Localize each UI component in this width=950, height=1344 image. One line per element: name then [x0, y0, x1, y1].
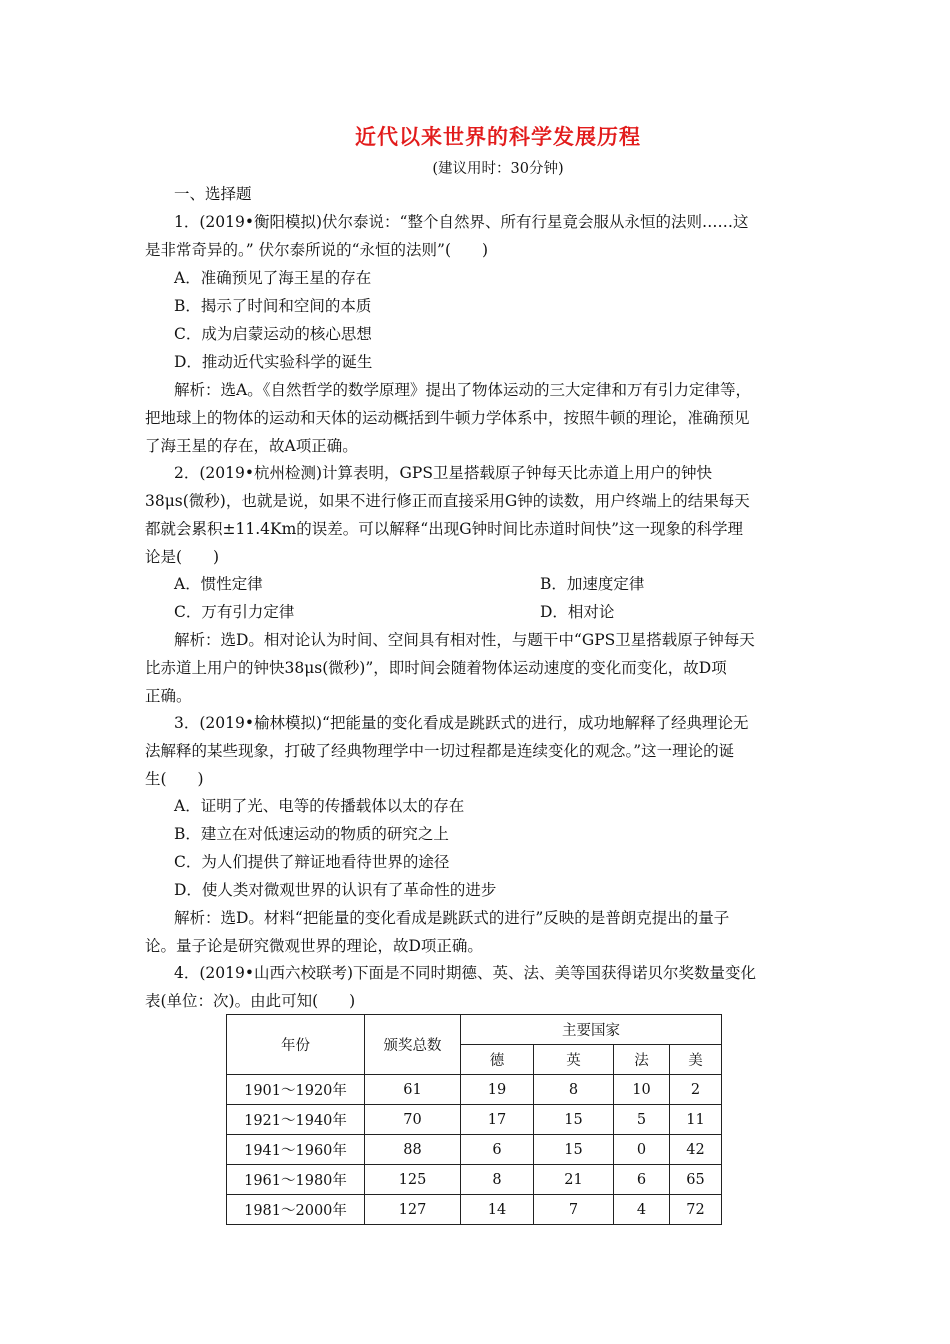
table-row: [227, 1165, 722, 1195]
cell-period: 1961～1980年: [227, 1165, 365, 1195]
table-header-row: [227, 1015, 722, 1045]
cell-usa: 72: [670, 1195, 722, 1225]
cell-period: 1941～1960年: [227, 1135, 365, 1165]
q3-analysis-line: 解析：选D。材料“把能量的变化看成是跳跃式的进行”反映的是普朗克提出的量子: [174, 909, 730, 927]
q4-stem-line: 4．(2019•山西六校联考)下面是不同时期德、英、法、美等国获得诺贝尔奖数量变化: [174, 964, 757, 982]
header-germany: 德: [461, 1045, 534, 1075]
header-usa: 美: [670, 1045, 722, 1075]
q1-analysis-line: 解析：选A。《自然哲学的数学原理》提出了物体运动的三大定律和万有引力定律等，: [174, 381, 751, 399]
q1-option-c: C．成为启蒙运动的核心思想: [174, 325, 372, 343]
cell-usa: 2: [670, 1075, 722, 1105]
cell-britain: 7: [534, 1195, 614, 1225]
cell-britain: 15: [534, 1105, 614, 1135]
cell-britain: 8: [534, 1075, 614, 1105]
cell-total: 61: [365, 1075, 461, 1105]
q2-analysis-line: 比赤道上用户的钟快38μs(微秒)”，即时间会随着物体运动速度的变化而变化，故D项: [145, 659, 727, 677]
cell-usa: 11: [670, 1105, 722, 1135]
q3-option-d: D．使人类对微观世界的认识有了革命性的进步: [174, 881, 497, 899]
q2-option-c: C．万有引力定律: [174, 603, 295, 621]
cell-usa: 42: [670, 1135, 722, 1165]
cell-france: 4: [614, 1195, 670, 1225]
cell-britain: 21: [534, 1165, 614, 1195]
nobel-prize-table: [226, 1014, 722, 1225]
cell-germany: 19: [461, 1075, 534, 1105]
q3-option-c: C．为人们提供了辩证地看待世界的途径: [174, 853, 450, 871]
cell-france: 5: [614, 1105, 670, 1135]
q2-option-d: D．相对论: [540, 603, 615, 621]
cell-total: 125: [365, 1165, 461, 1195]
section-heading: 一、选择题: [174, 185, 252, 203]
q1-option-b: B．揭示了时间和空间的本质: [174, 297, 372, 315]
cell-germany: 6: [461, 1135, 534, 1165]
q2-stem-line: 38μs(微秒)，也就是说，如果不进行修正而直接采用G钟的读数，用户终端上的结果每天: [145, 492, 750, 510]
q4-stem-line: 表(单位：次)。由此可知( ): [145, 992, 356, 1010]
q3-option-b: B．建立在对低速运动的物质的研究之上: [174, 825, 449, 843]
q1-analysis-line: 把地球上的物体的运动和天体的运动概括到牛顿力学体系中，按照牛顿的理论，准确预见: [145, 409, 750, 427]
q2-stem-line: 论是( ): [145, 548, 220, 566]
q3-stem-line: 生( ): [145, 770, 204, 788]
table-row: [227, 1075, 722, 1105]
cell-usa: 65: [670, 1165, 722, 1195]
cell-france: 0: [614, 1135, 670, 1165]
header-britain: 英: [534, 1045, 614, 1075]
q1-option-a: A．准确预见了海王星的存在: [174, 269, 372, 287]
cell-total: 88: [365, 1135, 461, 1165]
cell-total: 127: [365, 1195, 461, 1225]
q2-analysis-line: 解析：选D。相对论认为时间、空间具有相对性，与题干中“GPS卫星搭载原子钟每天: [174, 631, 755, 649]
q3-analysis-line: 论。量子论是研究微观世界的理论，故D项正确。: [145, 937, 483, 955]
page-title: 近代以来世界的科学发展历程: [355, 124, 641, 149]
q1-option-d: D．推动近代实验科学的诞生: [174, 353, 373, 371]
header-year: 年份: [227, 1015, 365, 1075]
q3-option-a: A．证明了光、电等的传播载体以太的存在: [174, 797, 465, 815]
q1-stem-line: 是非常奇异的。” 伏尔泰所说的“永恒的法则”( ): [145, 241, 489, 259]
q1-analysis-line: 了海王星的存在，故A项正确。: [145, 437, 358, 455]
table-row: [227, 1135, 722, 1165]
cell-france: 10: [614, 1075, 670, 1105]
q2-stem-line: 2．(2019•杭州检测)计算表明，GPS卫星搭载原子钟每天比赤道上用户的钟快: [174, 464, 712, 482]
cell-germany: 14: [461, 1195, 534, 1225]
cell-period: 1901～1920年: [227, 1075, 365, 1105]
q2-option-a: A．惯性定律: [174, 575, 263, 593]
cell-germany: 8: [461, 1165, 534, 1195]
table-row: [227, 1195, 722, 1225]
header-main-countries: 主要国家: [461, 1015, 722, 1045]
header-total: 颁奖总数: [365, 1015, 461, 1075]
q2-analysis-line: 正确。: [145, 687, 192, 705]
cell-period: 1981～2000年: [227, 1195, 365, 1225]
header-france: 法: [614, 1045, 670, 1075]
q3-stem-line: 法解释的某些现象，打破了经典物理学中一切过程都是连续变化的观念。”这一理论的诞: [145, 742, 735, 760]
q2-stem-line: 都就会累积±11.4Km的误差。可以解释“出现G钟时间比赤道时间快”这一现象的科学理: [145, 520, 744, 538]
cell-germany: 17: [461, 1105, 534, 1135]
q1-stem-line: 1．(2019•衡阳模拟)伏尔泰说：“整个自然界、所有行星竟会服从永恒的法则……这: [174, 213, 749, 231]
cell-period: 1921～1940年: [227, 1105, 365, 1135]
table-row: [227, 1105, 722, 1135]
q2-option-b: B．加速度定律: [540, 575, 645, 593]
cell-total: 70: [365, 1105, 461, 1135]
cell-france: 6: [614, 1165, 670, 1195]
page-subtitle: (建议用时：30分钟): [432, 161, 564, 177]
q3-stem-line: 3．(2019•榆林模拟)“把能量的变化看成是跳跃式的进行，成功地解释了经典理论无: [174, 714, 749, 732]
cell-britain: 15: [534, 1135, 614, 1165]
